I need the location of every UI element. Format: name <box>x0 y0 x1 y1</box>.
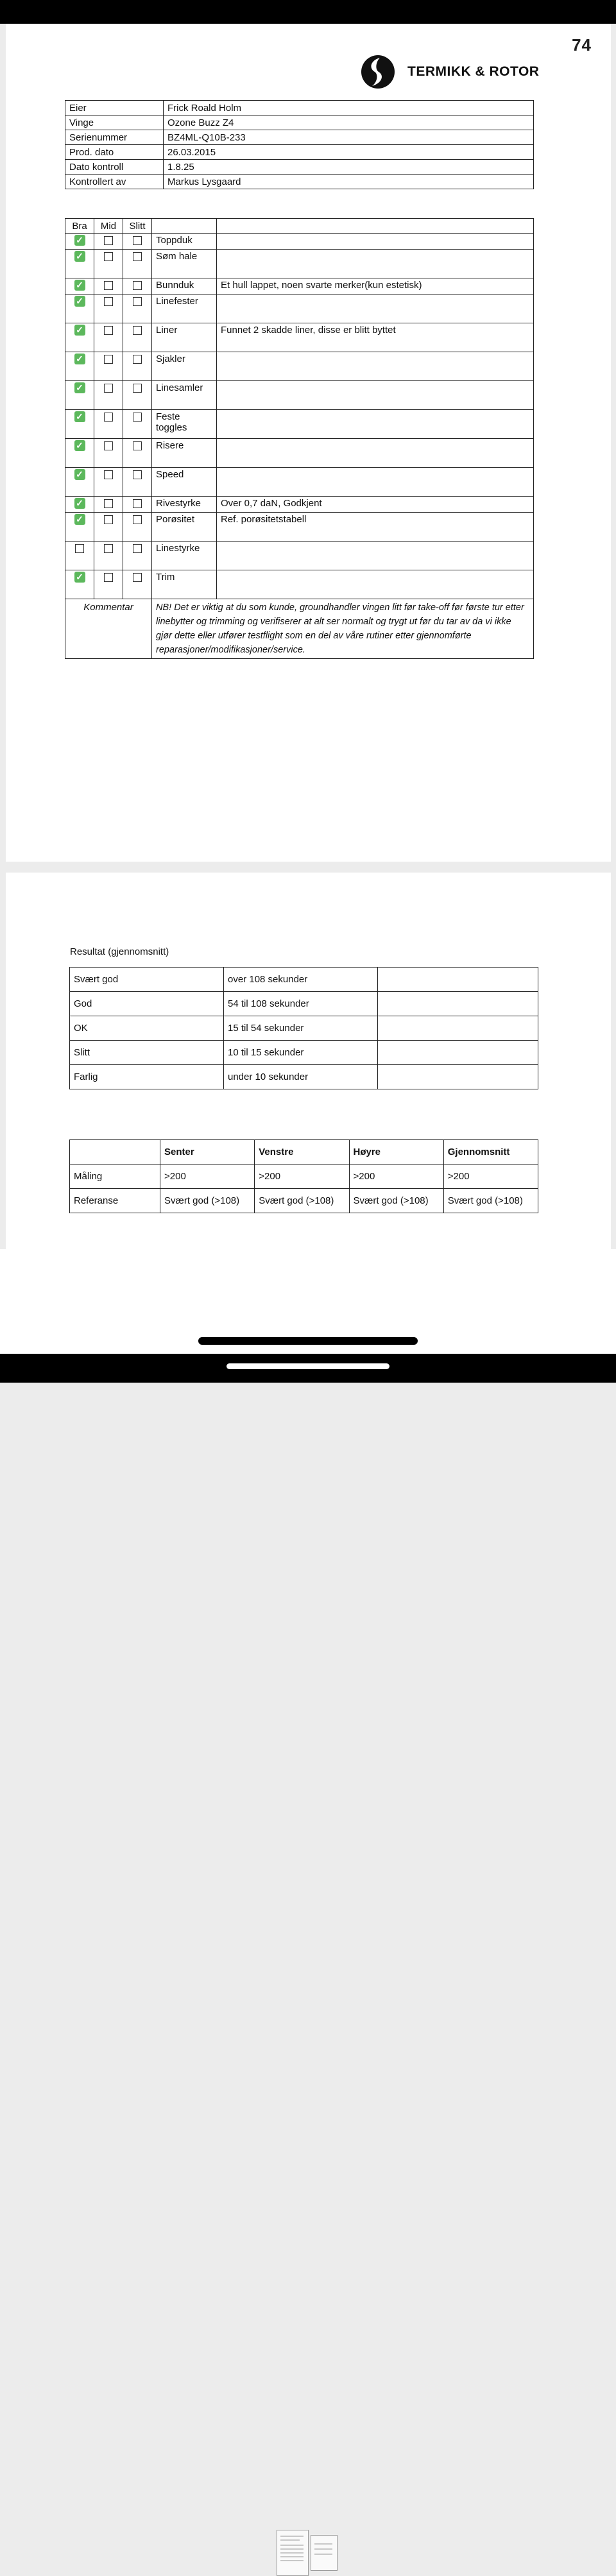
checkbox-slitt[interactable] <box>123 497 152 513</box>
checked-icon: ✓ <box>74 280 85 291</box>
unchecked-box-icon <box>104 470 113 479</box>
checklist-item-label: Søm hale <box>152 250 217 278</box>
checkbox-mid[interactable] <box>94 250 123 278</box>
unchecked-box-icon <box>104 441 113 450</box>
checklist-row <box>65 381 534 410</box>
header-bra: Bra <box>65 219 94 234</box>
unchecked-box-icon <box>104 297 113 306</box>
checklist-item-note <box>217 234 534 250</box>
info-value: BZ4ML-Q10B-233 <box>164 130 534 145</box>
checkbox-mid[interactable] <box>94 294 123 323</box>
checklist-item-note: Funnet 2 skadde liner, disse er blitt byttet <box>217 323 534 352</box>
unchecked-box-icon <box>133 441 142 450</box>
results-grade: Svært god <box>70 968 224 992</box>
measurement-value: >200 <box>160 1164 255 1189</box>
results-grade: Slitt <box>70 1041 224 1065</box>
checklist-row <box>65 234 534 250</box>
results-range: 54 til 108 sekunder <box>224 992 378 1016</box>
checked-icon: ✓ <box>74 440 85 451</box>
results-row <box>70 1041 538 1065</box>
checkbox-mid[interactable] <box>94 497 123 513</box>
measurement-value: Svært god (>108) <box>160 1189 255 1213</box>
checkbox-bra[interactable] <box>65 278 94 294</box>
checkbox-slitt[interactable] <box>123 439 152 468</box>
checkbox-slitt[interactable] <box>123 352 152 381</box>
info-label: Eier <box>65 101 164 115</box>
info-label: Kontrollert av <box>65 175 164 189</box>
checklist-item-label: Sjakler <box>152 352 217 381</box>
unchecked-box-icon <box>133 297 142 306</box>
checklist-row <box>65 542 534 570</box>
checkbox-slitt[interactable] <box>123 410 152 439</box>
header-note <box>217 219 534 234</box>
checkbox-mid[interactable] <box>94 542 123 570</box>
unchecked-box-icon <box>104 413 113 422</box>
checklist-item-note <box>217 542 534 570</box>
checklist-item-note <box>217 570 534 599</box>
results-grade: Farlig <box>70 1065 224 1089</box>
checklist-item-note <box>217 352 534 381</box>
checkbox-slitt[interactable] <box>123 323 152 352</box>
unchecked-box-icon <box>75 544 84 553</box>
header-mid: Mid <box>94 219 123 234</box>
measurement-header-row <box>70 1140 538 1164</box>
checklist-item-label: Rivestyrke <box>152 497 217 513</box>
results-range: 15 til 54 sekunder <box>224 1016 378 1041</box>
measurement-header-cell <box>70 1140 160 1164</box>
checklist-item-label: Risere <box>152 439 217 468</box>
checkbox-bra[interactable] <box>65 468 94 497</box>
measurement-value: >200 <box>349 1164 443 1189</box>
unchecked-box-icon <box>133 544 142 553</box>
checklist-item-note: Ref. porøsitetstabell <box>217 513 534 542</box>
checkbox-bra[interactable] <box>65 250 94 278</box>
checklist-row <box>65 278 534 294</box>
results-grade: OK <box>70 1016 224 1041</box>
checklist-item-note: Et hull lappet, noen svarte merker(kun estetisk) <box>217 278 534 294</box>
checklist-item-note <box>217 410 534 439</box>
results-empty-cell <box>378 1041 538 1065</box>
checklist-row <box>65 250 534 278</box>
logo-mark-icon <box>359 54 397 90</box>
company-logo <box>359 54 539 90</box>
results-empty-cell <box>378 992 538 1016</box>
measurement-header-cell: Høyre <box>349 1140 443 1164</box>
checkbox-bra[interactable] <box>65 323 94 352</box>
checkbox-slitt[interactable] <box>123 513 152 542</box>
checkbox-mid[interactable] <box>94 570 123 599</box>
measurement-row-label: Referanse <box>70 1189 160 1213</box>
info-value: 26.03.2015 <box>164 145 534 160</box>
checklist-row <box>65 497 534 513</box>
results-range: over 108 sekunder <box>224 968 378 992</box>
checkbox-slitt[interactable] <box>123 234 152 250</box>
info-value: Markus Lysgaard <box>164 175 534 189</box>
unchecked-box-icon <box>104 515 113 524</box>
comment-text: NB! Det er viktig at du som kunde, groundhandler vingen litt før take-off før første tur etter linebytter og trimming og verifiserer at alt ser normalt og trygt ut før du tar av da vi ikke gjør dette eller utfører testflight som en del av våre rutiner etter gjennomførte reparasjoner/modifikasjoner/service. <box>152 599 534 659</box>
info-value: Ozone Buzz Z4 <box>164 115 534 130</box>
checkbox-mid[interactable] <box>94 468 123 497</box>
unchecked-box-icon <box>133 515 142 524</box>
unchecked-box-icon <box>133 499 142 508</box>
info-row <box>65 175 534 189</box>
header-slitt: Slitt <box>123 219 152 234</box>
status-bar <box>0 0 616 24</box>
checklist-header-row <box>65 219 534 234</box>
unchecked-box-icon <box>104 326 113 335</box>
checklist-row <box>65 352 534 381</box>
checklist-item-label: Porøsitet <box>152 513 217 542</box>
horizontal-scrollbar[interactable] <box>198 1337 418 1345</box>
results-row <box>70 1016 538 1041</box>
unchecked-box-icon <box>104 499 113 508</box>
unchecked-box-icon <box>133 281 142 290</box>
inspection-checklist-table <box>65 218 534 659</box>
home-indicator[interactable] <box>227 1363 389 1369</box>
checkbox-slitt[interactable] <box>123 278 152 294</box>
checkbox-slitt[interactable] <box>123 542 152 570</box>
results-table <box>69 967 538 1089</box>
unchecked-box-icon <box>104 252 113 261</box>
info-row <box>65 101 534 115</box>
checkbox-mid[interactable] <box>94 381 123 410</box>
page-thumbnail-1[interactable] <box>277 2530 309 2576</box>
info-label: Dato kontroll <box>65 160 164 175</box>
unchecked-box-icon <box>104 573 113 582</box>
unchecked-box-icon <box>104 236 113 245</box>
checklist-item-label: Linefester <box>152 294 217 323</box>
measurement-value: Svært god (>108) <box>443 1189 538 1213</box>
unchecked-box-icon <box>133 252 142 261</box>
checkbox-slitt[interactable] <box>123 250 152 278</box>
measurement-value: >200 <box>443 1164 538 1189</box>
checklist-item-label: Linesamler <box>152 381 217 410</box>
page-number: 74 <box>572 35 592 55</box>
checklist-row <box>65 294 534 323</box>
measurement-row <box>70 1164 538 1189</box>
checkbox-slitt[interactable] <box>123 381 152 410</box>
checkbox-mid[interactable] <box>94 439 123 468</box>
wing-info-table <box>65 100 534 189</box>
info-row <box>65 145 534 160</box>
checklist-row <box>65 513 534 542</box>
results-title: Resultat (gjennomsnitt) <box>70 946 169 957</box>
checkbox-bra[interactable] <box>65 570 94 599</box>
checkbox-mid[interactable] <box>94 352 123 381</box>
checkbox-mid[interactable] <box>94 323 123 352</box>
checkbox-slitt[interactable] <box>123 294 152 323</box>
checkbox-bra[interactable] <box>65 381 94 410</box>
checkbox-bra[interactable] <box>65 410 94 439</box>
checklist-item-label: Feste toggles <box>152 410 217 439</box>
checkbox-slitt[interactable] <box>123 570 152 599</box>
checkbox-mid[interactable] <box>94 513 123 542</box>
results-row <box>70 1065 538 1089</box>
unchecked-box-icon <box>104 355 113 364</box>
checked-icon: ✓ <box>74 498 85 509</box>
comment-row <box>65 599 534 659</box>
checklist-item-label: Toppduk <box>152 234 217 250</box>
checkbox-bra[interactable] <box>65 497 94 513</box>
results-range: under 10 sekunder <box>224 1065 378 1089</box>
info-label: Prod. dato <box>65 145 164 160</box>
checkbox-mid[interactable] <box>94 410 123 439</box>
results-empty-cell <box>378 1016 538 1041</box>
checkbox-bra[interactable] <box>65 352 94 381</box>
results-empty-cell <box>378 968 538 992</box>
checklist-item-note <box>217 294 534 323</box>
unchecked-box-icon <box>133 355 142 364</box>
checklist-row <box>65 323 534 352</box>
checklist-row <box>65 570 534 599</box>
checked-icon: ✓ <box>74 411 85 422</box>
comment-label: Kommentar <box>65 599 152 659</box>
checklist-item-note <box>217 250 534 278</box>
info-value: 1.8.25 <box>164 160 534 175</box>
checked-icon: ✓ <box>74 469 85 480</box>
info-label: Serienummer <box>65 130 164 145</box>
checked-icon: ✓ <box>74 354 85 364</box>
measurement-header-cell: Venstre <box>255 1140 349 1164</box>
measurement-value: >200 <box>255 1164 349 1189</box>
checkbox-bra[interactable] <box>65 513 94 542</box>
checklist-item-label: Trim <box>152 570 217 599</box>
measurement-row <box>70 1189 538 1213</box>
checkbox-slitt[interactable] <box>123 468 152 497</box>
checklist-item-label: Speed <box>152 468 217 497</box>
unchecked-box-icon <box>133 236 142 245</box>
measurement-header-cell: Gjennomsnitt <box>443 1140 538 1164</box>
results-grade: God <box>70 992 224 1016</box>
checkbox-mid[interactable] <box>94 278 123 294</box>
info-value: Frick Roald Holm <box>164 101 534 115</box>
measurement-header-cell: Senter <box>160 1140 255 1164</box>
checklist-row <box>65 410 534 439</box>
info-row <box>65 115 534 130</box>
unchecked-box-icon <box>133 470 142 479</box>
unchecked-box-icon <box>104 384 113 393</box>
checked-icon: ✓ <box>74 325 85 336</box>
header-item <box>152 219 217 234</box>
checked-icon: ✓ <box>74 251 85 262</box>
info-label: Vinge <box>65 115 164 130</box>
checklist-row <box>65 439 534 468</box>
info-row <box>65 160 534 175</box>
checklist-item-note <box>217 468 534 497</box>
checkbox-bra[interactable] <box>65 234 94 250</box>
checkbox-bra[interactable] <box>65 439 94 468</box>
checkbox-bra[interactable] <box>65 542 94 570</box>
checklist-item-label: Linestyrke <box>152 542 217 570</box>
measurement-value: Svært god (>108) <box>255 1189 349 1213</box>
checkbox-bra[interactable] <box>65 294 94 323</box>
page-thumbnail-2[interactable] <box>311 2535 338 2571</box>
unchecked-box-icon <box>104 544 113 553</box>
checklist-item-label: Bunnduk <box>152 278 217 294</box>
info-row <box>65 130 534 145</box>
checkbox-mid[interactable] <box>94 234 123 250</box>
results-empty-cell <box>378 1065 538 1089</box>
checked-icon: ✓ <box>74 235 85 246</box>
checked-icon: ✓ <box>74 296 85 307</box>
checklist-item-note <box>217 381 534 410</box>
checklist-item-note <box>217 439 534 468</box>
checked-icon: ✓ <box>74 382 85 393</box>
checklist-row <box>65 468 534 497</box>
unchecked-box-icon <box>133 326 142 335</box>
checklist-item-label: Liner <box>152 323 217 352</box>
checklist-item-note: Over 0,7 daN, Godkjent <box>217 497 534 513</box>
checked-icon: ✓ <box>74 572 85 583</box>
checked-icon: ✓ <box>74 514 85 525</box>
unchecked-box-icon <box>133 413 142 422</box>
logo-text: TERMIKK & ROTOR <box>407 64 540 79</box>
measurement-value: Svært god (>108) <box>349 1189 443 1213</box>
unchecked-box-icon <box>133 573 142 582</box>
measurement-row-label: Måling <box>70 1164 160 1189</box>
measurement-table <box>69 1139 538 1213</box>
results-row <box>70 968 538 992</box>
results-range: 10 til 15 sekunder <box>224 1041 378 1065</box>
unchecked-box-icon <box>104 281 113 290</box>
unchecked-box-icon <box>133 384 142 393</box>
results-row <box>70 992 538 1016</box>
